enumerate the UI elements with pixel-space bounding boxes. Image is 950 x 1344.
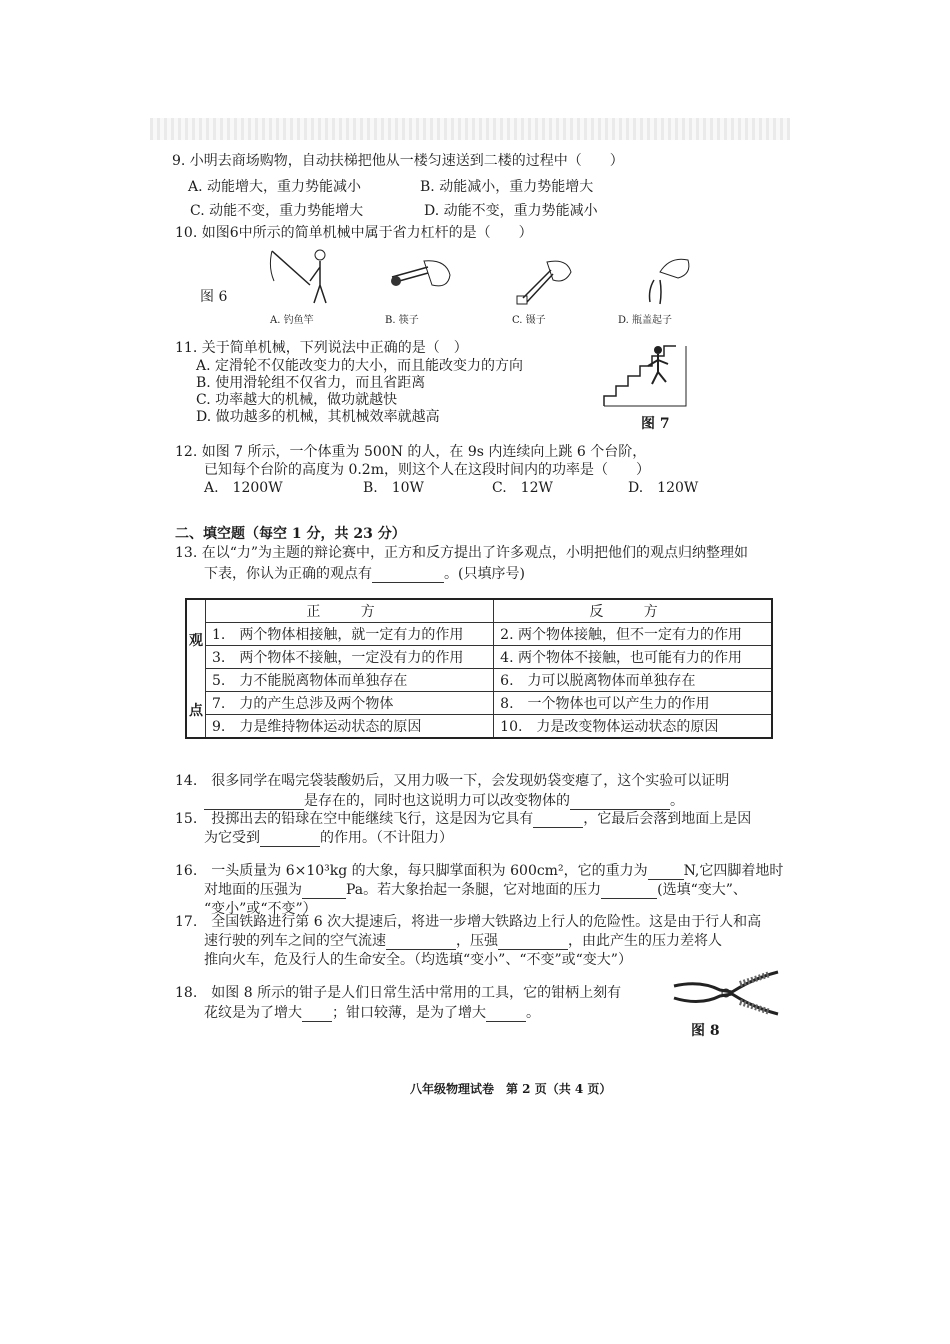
q9-option-d: D. 动能不变，重力势能减小 (424, 203, 598, 219)
table-row (186, 669, 772, 692)
q10-option-d: D. 瓶盖起子 (618, 315, 673, 326)
tweezers-figure (515, 258, 575, 308)
table-row (186, 715, 772, 739)
q15-line-1b: ，它最后会落到地面上是因 (583, 811, 752, 827)
table-head-pro: 正 方 (206, 599, 494, 623)
q18-figure-label: 图 8 (691, 1023, 720, 1039)
table-cell-con: 2. 两个物体接触，但不一定有力的作用 (494, 623, 772, 646)
q11-option-d: D. 做功越多的机械，其机械效率就越高 (196, 409, 440, 425)
q17-blank-1[interactable] (386, 935, 456, 950)
q17-line-1: 17. 全国铁路进行第 6 次大提速后，将进一步增大铁路边上行人的危险性。这是由于行人和高 (175, 914, 762, 930)
q16-line-2b: Pa。若大象抬起一条腿，它对地面的压力 (346, 882, 602, 898)
q13-stem: 13. 在以“力”为主题的辩论赛中，正方和反方提出了许多观点，小明把他们的观点归纳整理如 (175, 545, 749, 561)
q14-line-2-end: 。 (670, 793, 684, 809)
pliers-figure (670, 968, 782, 1018)
table-cell-pro: 7. 力的产生总涉及两个物体 (206, 692, 494, 715)
q11-option-a: A. 定滑轮不仅能改变力的大小，而且能改变力的方向 (196, 358, 524, 374)
q9-option-c: C. 动能不变，重力势能增大 (190, 203, 364, 219)
q17-line-2c: ，由此产生的压力差将人 (568, 933, 722, 949)
table-cell-con: 10. 力是改变物体运动状态的原因 (494, 715, 772, 739)
q15-blank-2[interactable] (260, 832, 320, 847)
q15-line-1a: 15. 投掷出去的铅球在空中能继续飞行，这是因为它具有 (175, 811, 534, 827)
q18-line-2c: 。 (526, 1005, 540, 1021)
q10-option-a: A. 钓鱼竿 (270, 315, 314, 326)
table-cell-con: 8. 一个物体也可以产生力的作用 (494, 692, 772, 715)
table-cell-pro: 9. 力是维持物体运动状态的原因 (206, 715, 494, 739)
table-row (186, 692, 772, 715)
q12-option-a: A. 1200W (204, 480, 283, 496)
q16-blank-1[interactable] (648, 865, 684, 880)
viewpoints-table (185, 598, 773, 739)
table-cell-con: 6. 力可以脱离物体而单独存在 (494, 669, 772, 692)
q10-option-b: B. 筷子 (385, 315, 419, 326)
table-side-label (186, 599, 206, 738)
q16-line-2c: (选填“变大”、 (657, 882, 747, 898)
table-header-row (186, 599, 772, 623)
table-head-con: 反 方 (494, 599, 772, 623)
stairs-figure (600, 342, 690, 408)
q15-line-2b: 的作用。（不计阻力） (320, 830, 453, 846)
q16-line-1b: N,它四脚着地时 (683, 863, 784, 879)
q16-blank-3[interactable] (601, 884, 657, 899)
page-footer: 八年级物理试卷 第 2 页（共 4 页） (410, 1082, 612, 1096)
q16-line-2a: 对地面的压强为 (204, 882, 302, 898)
q12-option-c: C. 12W (492, 480, 553, 496)
q14-line-1: 14. 很多同学在喝完袋装酸奶后，又用力吸一下，会发现奶袋变瘪了，这个实验可以证明 (175, 773, 730, 789)
table-cell-pro: 5. 力不能脱离物体而单独存在 (206, 669, 494, 692)
q11-option-c: C. 功率越大的机械，做功就越快 (196, 392, 398, 408)
side-label-bottom: 点 (189, 703, 203, 719)
q12-stem-2: 已知每个台阶的高度为 0.2m，则这个人在这段时间内的功率是（ ） (204, 462, 650, 478)
q17-line-2a: 速行驶的列车之间的空气流速 (204, 933, 386, 949)
q10-stem: 10. 如图6中所示的简单机械中属于省力杠杆的是（ ） (175, 225, 533, 241)
q18-blank-2[interactable] (486, 1007, 526, 1022)
section-2-title: 二、填空题（每空 1 分，共 23 分） (175, 526, 406, 542)
q17-line-2b: ，压强 (456, 933, 498, 949)
q16-line-3: “变小”或“不变”） (204, 901, 317, 917)
q18-line-2a: 花纹是为了增大 (204, 1005, 302, 1021)
q18-line-1: 18. 如图 8 所示的钳子是人们日常生活中常用的工具，它的钳柄上刻有 (175, 985, 622, 1001)
q13-stem-2b: 。(只填序号) (444, 566, 525, 582)
table-row (186, 623, 772, 646)
table-cell-pro: 1. 两个物体相接触，就一定有力的作用 (206, 623, 494, 646)
table-cell-pro: 3. 两个物体不接触，一定没有力的作用 (206, 646, 494, 669)
q11-figure-label: 图 7 (641, 416, 670, 432)
q16-blank-2[interactable] (302, 884, 346, 899)
q12-stem: 12. 如图 7 所示，一个体重为 500N 的人，在 9s 内连续向上跳 6 个台阶， (175, 444, 647, 460)
fishing-rod-figure (268, 245, 338, 305)
q11-stem: 11. 关于简单机械，下列说法中正确的是（ ） (175, 340, 468, 356)
chopsticks-figure (388, 255, 458, 300)
q12-option-d: D. 120W (628, 480, 699, 496)
q14-line-2: 是存在的，同时也这说明力可以改变物体的 (304, 793, 570, 809)
q10-option-c: C. 镊子 (512, 315, 546, 326)
table-row (186, 646, 772, 669)
side-label-top: 观 (189, 633, 203, 649)
q13-stem-2a: 下表，你认为正确的观点有 (204, 566, 372, 582)
q18-line-2b: ；钳口较薄，是为了增大 (332, 1005, 486, 1021)
q15-line-2a: 为它受到 (204, 830, 260, 846)
q9-option-a: A. 动能增大，重力势能减小 (188, 179, 362, 195)
q18-blank-1[interactable] (302, 1007, 332, 1022)
q16-line-1a: 16. 一头质量为 6×10³kg 的大象，每只脚掌面积为 600cm²，它的重力为 (175, 863, 648, 879)
q9-option-b: B. 动能减小，重力势能增大 (420, 179, 594, 195)
q9-stem: 9. 小明去商场购物，自动扶梯把他从一楼匀速送到二楼的过程中（ ） (172, 153, 624, 169)
table-cell-con: 4. 两个物体不接触，也可能有力的作用 (494, 646, 772, 669)
scan-noise (150, 118, 790, 140)
q11-option-b: B. 使用滑轮组不仅省力，而且省距离 (196, 375, 426, 391)
q13-answer-blank[interactable] (372, 568, 444, 583)
q10-figure-label: 图 6 (200, 289, 228, 305)
q17-blank-2[interactable] (498, 935, 568, 950)
q17-line-3: 推向火车，危及行人的生命安全。（均选填“变小”、“不变”或“变大”） (204, 952, 632, 968)
q15-blank-1[interactable] (533, 813, 583, 828)
q12-option-b: B. 10W (363, 480, 424, 496)
bottle-opener-figure (640, 252, 695, 307)
